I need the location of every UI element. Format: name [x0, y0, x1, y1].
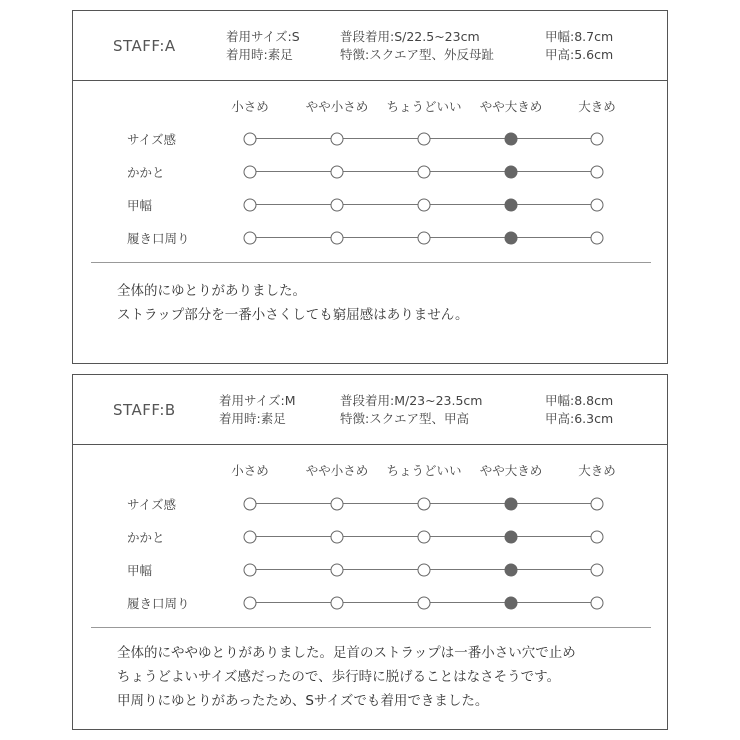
scale-label: やや小さめ [305, 99, 369, 114]
rating-dot [418, 563, 431, 576]
row-label-size: サイズ感 [127, 132, 177, 147]
divider [91, 262, 651, 263]
rating-dot-selected [505, 231, 518, 244]
rating-dot [331, 497, 344, 510]
staff-a-usual-size: 普段着用:S/22.5~23cm [340, 29, 480, 44]
scale-label: 大きめ [578, 99, 616, 114]
rating-dot [591, 530, 604, 543]
row-label-foot-width: 甲幅 [127, 198, 153, 213]
comment-line: 全体的にゆとりがありました。 [117, 283, 306, 299]
rating-dot-selected [505, 596, 518, 609]
rating-dot-selected [505, 497, 518, 510]
rating-dot [591, 596, 604, 609]
rating-dot [244, 165, 257, 178]
rating-dot [418, 198, 431, 211]
rating-dot [244, 132, 257, 145]
rating-dot [331, 596, 344, 609]
staff-b-name: STAFF:B [113, 401, 176, 419]
rating-dot [591, 231, 604, 244]
rating-dot [418, 596, 431, 609]
rating-dot [244, 198, 257, 211]
scale-label: 小さめ [231, 99, 269, 114]
staff-b-instep-height: 甲高:6.3cm [545, 411, 614, 426]
staff-b-card [72, 374, 668, 730]
divider [91, 627, 651, 628]
staff-b-comment [117, 641, 576, 713]
staff-a-worn-with: 着用時:素足 [226, 47, 293, 62]
rating-dot [331, 198, 344, 211]
rating-dot-selected [505, 563, 518, 576]
rating-dot-selected [505, 530, 518, 543]
staff-b-foot-width: 甲幅:8.8cm [545, 393, 614, 408]
row-label-heel: かかと [127, 530, 165, 545]
staff-a-features: 特徴:スクエア型、外反母趾 [340, 47, 494, 62]
comment-line: 甲周りにゆとりがあったため、Sサイズでも着用できました。 [117, 693, 489, 709]
rating-dot [591, 198, 604, 211]
scale-label: 大きめ [578, 463, 616, 478]
row-label-opening: 履き口周り [127, 231, 190, 246]
staff-b-features: 特徴:スクエア型、甲高 [340, 411, 469, 426]
rating-dot [244, 530, 257, 543]
rating-dot [418, 497, 431, 510]
rating-dot [418, 132, 431, 145]
staff-a-size-worn: 着用サイズ:S [226, 29, 300, 44]
staff-a-name: STAFF:A [113, 37, 176, 55]
scale-label: ちょうどいい [386, 463, 462, 478]
rating-dot [418, 165, 431, 178]
staff-b-usual-size: 普段着用:M/23~23.5cm [340, 393, 483, 408]
rating-dot [591, 563, 604, 576]
scale-label: 小さめ [231, 463, 269, 478]
row-label-foot-width: 甲幅 [127, 563, 153, 578]
rating-dot-selected [505, 198, 518, 211]
rating-dot [418, 231, 431, 244]
scale-label: やや大きめ [479, 463, 543, 478]
staff-b-size-worn: 着用サイズ:M [219, 393, 296, 408]
scale-label: やや小さめ [305, 463, 369, 478]
rating-dot [591, 497, 604, 510]
rating-dot [331, 231, 344, 244]
row-label-heel: かかと [127, 165, 165, 180]
scale-label: やや大きめ [479, 99, 543, 114]
rating-dot [331, 132, 344, 145]
rating-dot [331, 563, 344, 576]
row-label-opening: 履き口周り [127, 596, 190, 611]
comment-line: ちょうどよいサイズ感だったので、歩行時に脱げることはなさそうです。 [117, 669, 561, 685]
row-label-size: サイズ感 [127, 497, 177, 512]
staff-a-comment [117, 279, 469, 327]
staff-a-header [73, 11, 667, 81]
staff-a-instep-height: 甲高:5.6cm [545, 47, 614, 62]
rating-dot-selected [505, 165, 518, 178]
rating-dot [244, 563, 257, 576]
staff-a-foot-width: 甲幅:8.7cm [545, 29, 614, 44]
staff-b-header [73, 375, 667, 445]
scale-label: ちょうどいい [386, 99, 462, 114]
rating-dot-selected [505, 132, 518, 145]
rating-dot [244, 497, 257, 510]
comment-line: 全体的にややゆとりがありました。足首のストラップは一番小さい穴で止め [117, 645, 576, 661]
comment-line: ストラップ部分を一番小さくしても窮屈感はありません。 [117, 307, 469, 323]
rating-dot [331, 165, 344, 178]
rating-dot [591, 132, 604, 145]
rating-dot [244, 231, 257, 244]
rating-dot [331, 530, 344, 543]
rating-dot [244, 596, 257, 609]
staff-b-worn-with: 着用時:素足 [219, 411, 286, 426]
rating-dot [591, 165, 604, 178]
staff-a-card [72, 10, 668, 364]
rating-dot [418, 530, 431, 543]
